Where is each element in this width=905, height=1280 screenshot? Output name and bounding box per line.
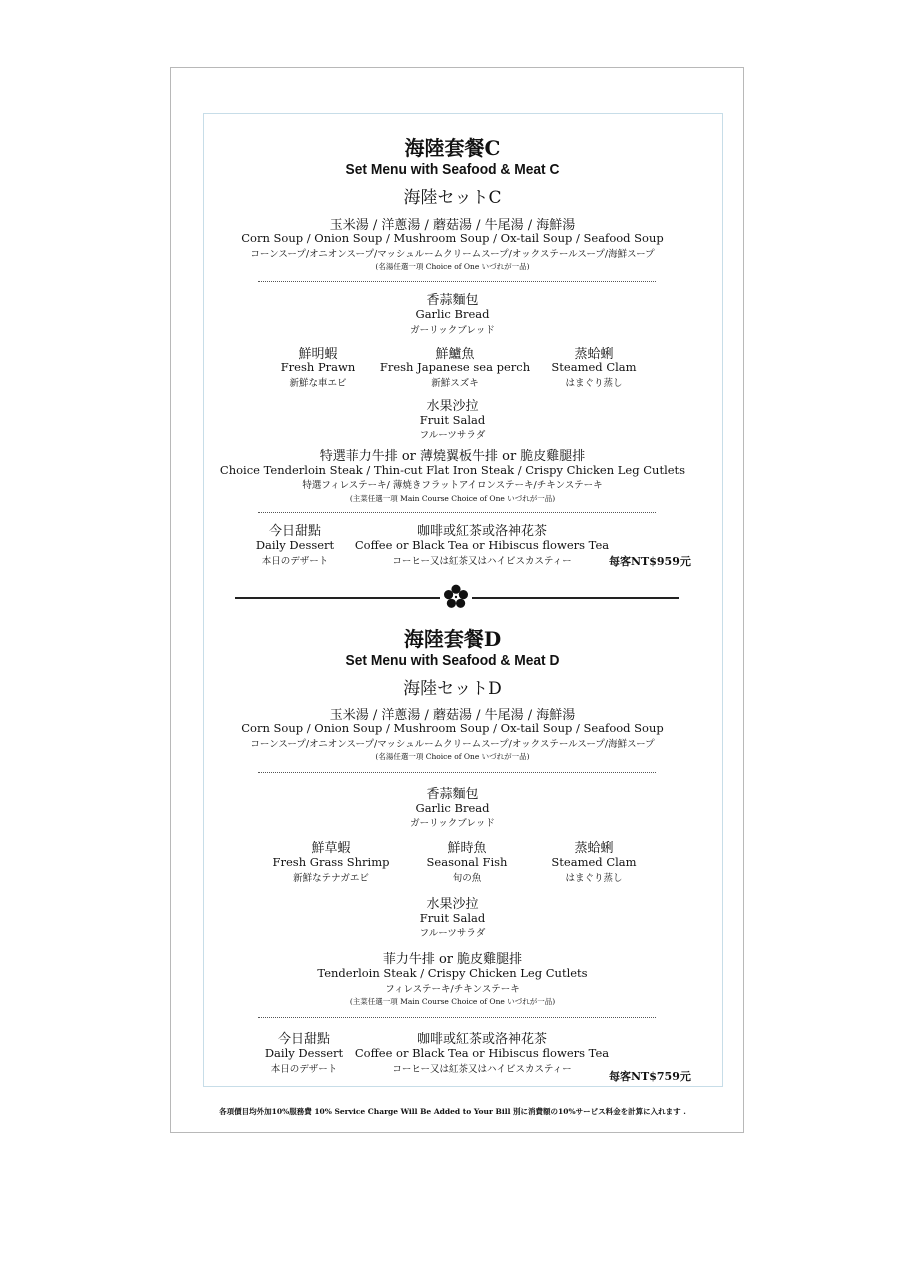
set-c-price: 每客NT$959元	[609, 555, 691, 568]
set-d-seafood-2-ja: 旬の魚	[452, 873, 482, 884]
set-c-soup-zh: 玉米湯 / 洋蔥湯 / 蘑菇湯 / 牛尾湯 / 海鮮湯	[329, 218, 576, 233]
set-d-seafood-2-en: Seasonal Fish	[426, 855, 508, 869]
set-c-salad-ja: フルーツサラダ	[419, 430, 486, 441]
flower-icon	[443, 584, 469, 610]
set-d-title-ja: 海陸セットD	[403, 679, 502, 699]
set-d-bread-zh: 香蒜麵包	[426, 787, 479, 802]
set-c-seafood-1-ja: 新鮮な車エビ	[289, 378, 347, 389]
set-d-soup-note: (名湯任選一項 Choice of One いづれが一品)	[375, 752, 530, 761]
set-c-main-zh: 特選菲力牛排 or 薄燒翼板牛排 or 脆皮雞腿排	[319, 449, 586, 464]
set-d-title-en: Set Menu with Seafood & Meat D	[345, 652, 560, 669]
set-c-drink-en: Coffee or Black Tea or Hibiscus flowers Tea	[354, 538, 610, 552]
set-d-main-zh: 菲力牛排 or 脆皮雞腿排	[382, 952, 523, 967]
set-d-seafood-3-ja: はまぐり蒸し	[565, 873, 623, 884]
set-c-seafood-2-zh: 鮮鱸魚	[435, 347, 475, 362]
set-c-seafood-3-ja: はまぐり蒸し	[565, 378, 623, 389]
set-d-divider-1	[258, 772, 656, 773]
set-c-divider-1	[258, 281, 656, 282]
set-c-title-zh: 海陸套餐C	[404, 136, 501, 160]
set-c-drink-ja: コーヒー又は紅茶又はハイビスカスティー	[392, 556, 572, 567]
set-d-price: 每客NT$759元	[609, 1070, 691, 1083]
set-c-title-en: Set Menu with Seafood & Meat C	[345, 161, 560, 178]
set-d-dessert-ja: 本日のデザート	[270, 1064, 338, 1075]
set-c-main-en: Choice Tenderloin Steak / Thin-cut Flat Iron Steak / Crispy Chicken Leg Cutlets	[219, 463, 686, 477]
set-d-seafood-1-ja: 新鮮なテナガエビ	[293, 873, 369, 884]
service-charge-note: 各項價目均外加10%服務費 10% Service Charge Will Be Added to Your Bill 別に消費額の10%サービス料金を計算に入れます .	[219, 1107, 686, 1116]
set-c-dessert-en: Daily Dessert	[255, 538, 335, 552]
set-d-soup-en: Corn Soup / Onion Soup / Mushroom Soup / Ox-tail Soup / Seafood Soup	[241, 721, 664, 735]
set-c-seafood-2-ja: 新鮮スズキ	[431, 378, 479, 389]
set-c-divider-2	[258, 512, 656, 513]
set-d-dessert-en: Daily Dessert	[264, 1046, 344, 1060]
set-d-divider-2	[258, 1017, 656, 1018]
set-d-salad-zh: 水果沙拉	[426, 897, 479, 912]
set-d-seafood-3-en: Steamed Clam	[551, 855, 637, 869]
set-d-seafood-1-zh: 鮮草蝦	[311, 841, 351, 856]
set-c-drink-zh: 咖啡或紅茶或洛神花茶	[416, 524, 548, 539]
set-c-bread-zh: 香蒜麵包	[426, 293, 479, 308]
set-c-title-ja: 海陸セットC	[403, 188, 502, 208]
set-d-drink-zh: 咖啡或紅茶或洛神花茶	[416, 1032, 548, 1047]
set-d-soup-ja: コーンスープ/オニオンスープ/マッシュルームクリームスープ/オックステールスープ/海鮮スープ	[250, 739, 655, 750]
set-d-drink-en: Coffee or Black Tea or Hibiscus flowers Tea	[354, 1046, 610, 1060]
set-c-salad-zh: 水果沙拉	[426, 399, 479, 414]
set-d-soup-zh: 玉米湯 / 洋蔥湯 / 蘑菇湯 / 牛尾湯 / 海鮮湯	[329, 708, 576, 723]
set-c-seafood-3-zh: 蒸蛤蜊	[574, 347, 614, 362]
set-c-bread-ja: ガーリックブレッド	[410, 325, 495, 336]
set-d-bread-en: Garlic Bread	[415, 801, 490, 815]
set-c-bread-en: Garlic Bread	[415, 307, 490, 321]
set-d-title-zh: 海陸套餐D	[403, 627, 502, 651]
set-d-salad-en: Fruit Salad	[419, 911, 486, 925]
set-c-seafood-1-en: Fresh Prawn	[280, 360, 356, 374]
set-d-main-ja: フィレステーキ/チキンステーキ	[385, 984, 520, 995]
set-d-bread-ja: ガーリックブレッド	[410, 818, 495, 829]
set-d-drink-ja: コーヒー又は紅茶又はハイビスカスティー	[392, 1064, 572, 1075]
set-d-seafood-3-zh: 蒸蛤蜊	[574, 841, 614, 856]
set-c-soup-note: (名湯任選一項 Choice of One いづれが一品)	[375, 262, 530, 271]
set-c-salad-en: Fruit Salad	[419, 413, 486, 427]
set-c-soup-en: Corn Soup / Onion Soup / Mushroom Soup / Ox-tail Soup / Seafood Soup	[241, 231, 664, 245]
set-d-main-en: Tenderloin Steak / Crispy Chicken Leg Cutlets	[317, 966, 588, 980]
set-d-salad-ja: フルーツサラダ	[419, 928, 486, 939]
set-c-main-ja: 特選フィレステーキ/ 薄焼きフラットアイロンステーキ/チキンステーキ	[302, 480, 603, 491]
set-c-main-note: (主菜任選一項 Main Course Choice of One いづれが一品)	[349, 494, 556, 503]
set-c-dessert-ja: 本日のデザート	[261, 556, 329, 567]
set-c-seafood-3-en: Steamed Clam	[551, 360, 637, 374]
set-d-seafood-1-en: Fresh Grass Shrimp	[272, 855, 390, 869]
set-d-seafood-2-zh: 鮮時魚	[447, 841, 487, 856]
section-divider-right	[472, 597, 679, 599]
set-c-seafood-1-zh: 鮮明蝦	[298, 347, 338, 362]
set-d-main-note: (主菜任選一項 Main Course Choice of One いづれが一品)	[349, 997, 556, 1006]
set-c-seafood-2-en: Fresh Japanese sea perch	[379, 360, 531, 374]
set-d-dessert-zh: 今日甜點	[277, 1032, 331, 1047]
set-c-dessert-zh: 今日甜點	[268, 524, 322, 539]
set-c-soup-ja: コーンスープ/オニオンスープ/マッシュルームクリームスープ/オックステールスープ/海鮮スープ	[250, 249, 655, 260]
section-divider-left	[235, 597, 440, 599]
